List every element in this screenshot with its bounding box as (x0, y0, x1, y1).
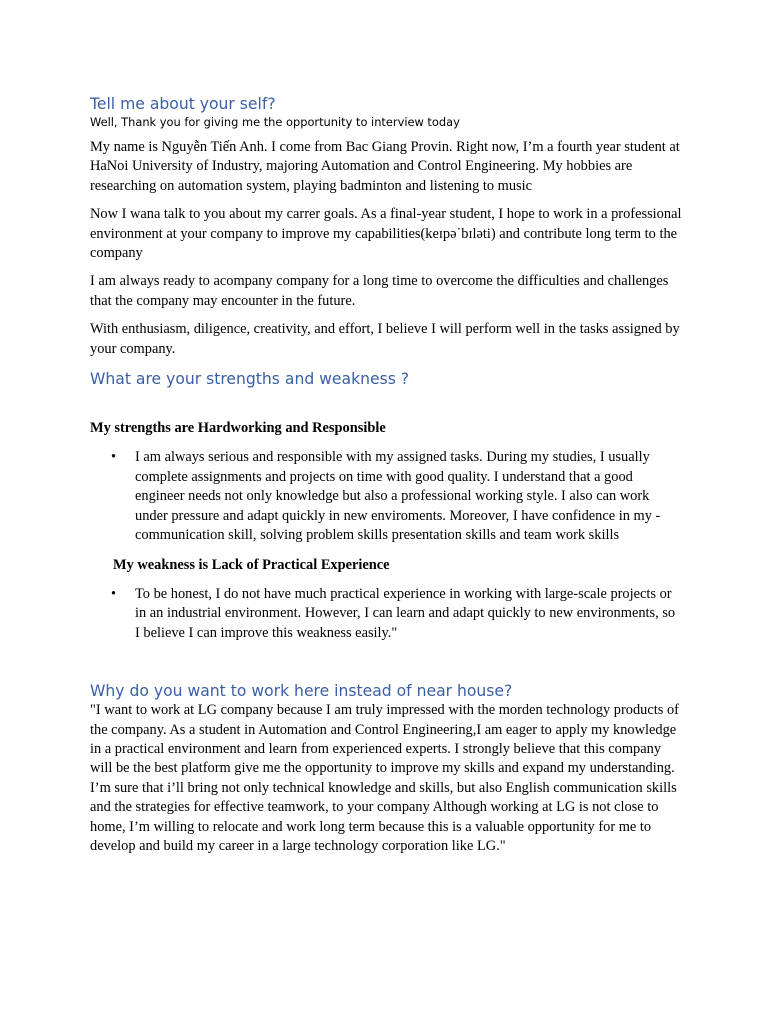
heading-tell-me-about-yourself: Tell me about your self? (90, 95, 276, 113)
list-item (90, 448, 682, 545)
weakness-title: My weakness is Lack of Practical Experience (113, 556, 390, 573)
weakness-bullet-text: To be honest, I do not have much practical experience in working with large-scale projects or in an industrial environment. However, I can learn and adapt quickly to new environments, so I believe I can improve this weakness easily." (135, 585, 676, 641)
strengths-bullet-text: I am always serious and responsible with my assigned tasks. During my studies, I usually complete assignments and projects on time with good quality. I understand that a good engineer needs not only knowledge but also a professional working style. I also can work under pressure and adapt quickly in new enviroments. Moreover, I have confidence in my -communication skill, solving problem skills presentation skills and team work skills (135, 449, 661, 544)
heading-strengths-weakness: What are your strengths and weakness ? (90, 370, 410, 389)
heading-why-work-here: Why do you want to work here instead of near house? (90, 682, 513, 701)
intro-subtitle: Well, Thank you for giving me the opportunity to interview today (90, 115, 460, 129)
intro-paragraph-4: With enthusiasm, diligence, creativity, and effort, I believe I will perform well in the tasks assigned by your company. (90, 321, 680, 357)
weakness-list (90, 585, 682, 643)
intro-paragraph-3: I am always ready to acompany company for a long time to overcome the difficulties and challenges that the company may encounter in the future. (90, 273, 669, 309)
strengths-list (90, 448, 682, 545)
bullet-icon: • (111, 449, 117, 466)
list-item (90, 585, 682, 643)
document-body (90, 94, 682, 856)
why-paragraph: "I want to work at LG company because I am truly impressed with the morden technology products of the company. As a student in Automation and Control Engineering,I am eager to apply my knowledge in a practical environment and learn from experienced experts. I strongly believe that this company will be the best platform give me the opportunity to improve my skills and expand my understanding. I’m sure that i’ll bring not only technical knowledge and skills, but also English communication skills and the strategies for effective teamwork, to your company Although working at LG is not close to home, I’m willing to relocate and work long term because this is a valuable opportunity for me to develop and build my career in a large technology corporation like LG." (90, 702, 679, 854)
intro-paragraph-1: My name is Nguyễn Tiến Anh. I come from Bac Giang Provin. Right now, I’m a fourth year student at HaNoi University of Industry, majoring Automation and Control Engineering. My hobbies are researching on automation system, playing badminton and listening to music (90, 139, 680, 194)
bullet-icon: • (111, 585, 117, 602)
intro-paragraph-2: Now I wana talk to you about my carrer goals. As a final-year student, I hope to work in a professional environment at your company to improve my capabilities(keɪpə˙bɪləti) and contribute long term to the company (90, 206, 682, 262)
strengths-title: My strengths are Hardworking and Responsible (90, 420, 386, 437)
